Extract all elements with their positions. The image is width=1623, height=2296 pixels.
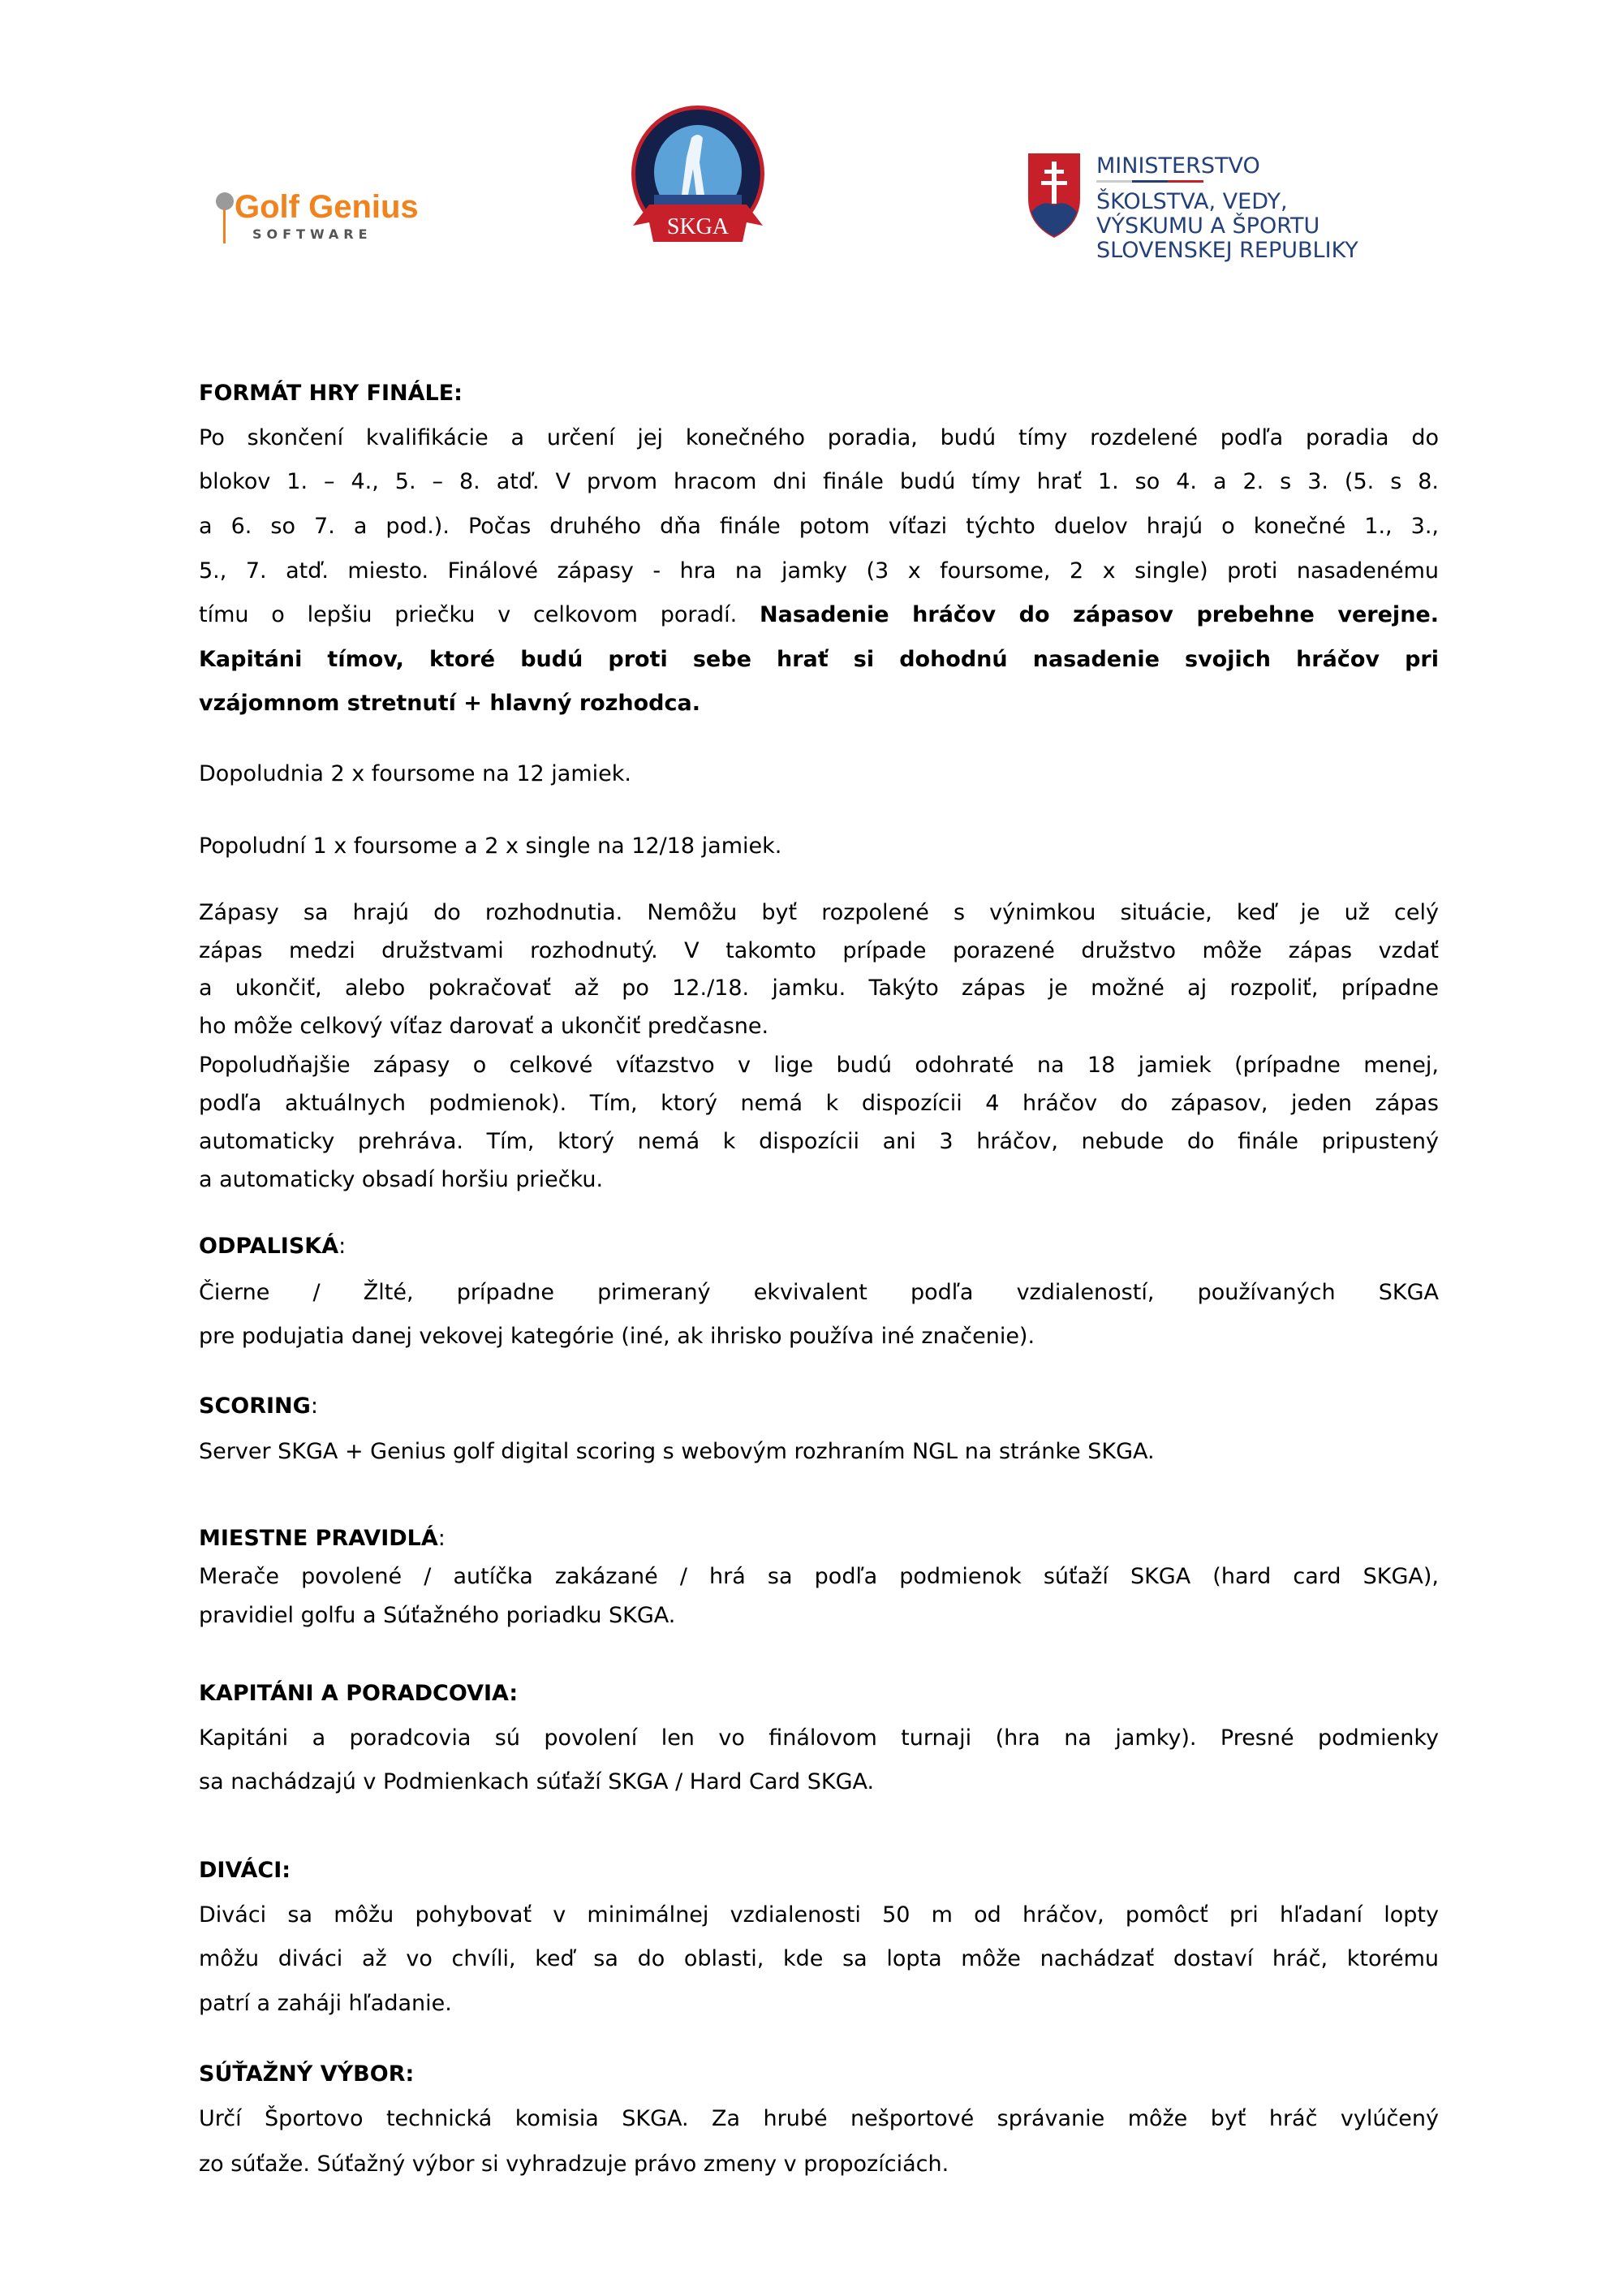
paragraph-line: automaticky prehráva. Tím, ktorý nemá k dispozícii ani 3 hráčov, nebude do finále pripustený: [199, 1129, 1439, 1154]
heading-text: SCORING: [199, 1394, 311, 1419]
paragraph-line: zápas medzi družstvami rozhodnutý. V takomto prípade porazené družstvo môže zápas vzdať: [199, 938, 1439, 963]
paragraph-line: [199, 601, 1439, 630]
golf-genius-name: Golf Genius: [235, 189, 419, 225]
paragraph-line: Čierne / Žlté, prípadne primeraný ekvivalent podľa vzdialeností, používaných SKGA: [199, 1280, 1439, 1305]
paragraph-line: Diváci sa môžu pohybovať v minimálnej vzdialenosti 50 m od hráčov, pomôcť pri hľadaní lopty: [199, 1902, 1439, 1928]
paragraph-line: patrí a zaháji hľadanie.: [199, 1991, 452, 2016]
heading-text: FORMÁT HRY FINÁLE:: [199, 381, 463, 406]
paragraph-line: [199, 689, 1439, 718]
paragraph-line: Popoludní 1 x foursome a 2 x single na 12/18 jamiek.: [199, 834, 782, 859]
paragraph-line: Popoludňajšie zápasy o celkové víťazstvo v lige budú odohraté na 18 jamiek (prípadne menej,: [199, 1053, 1439, 1078]
paragraph-line: pravidiel golfu a Súťažného poriadku SKGA.: [199, 1603, 676, 1628]
paragraph-line: podľa aktuálnych podmienok). Tím, ktorý nemá k dispozícii 4 hráčov do zápasov, jeden zápas: [199, 1091, 1439, 1116]
heading-text: DIVÁCI:: [199, 1858, 291, 1883]
heading-text: SÚŤAŽNÝ VÝBOR:: [199, 2061, 415, 2087]
heading-text: ODPALISKÁ: [199, 1234, 339, 1259]
golf-genius-sub: SOFTWARE: [252, 226, 372, 242]
heading-colon: :: [338, 1234, 347, 1259]
heading-text: MIESTNE PRAVIDLÁ: [199, 1526, 438, 1551]
paragraph-line: sa nachádzajú v Podmienkach súťaží SKGA / Hard Card SKGA.: [199, 1769, 875, 1794]
paragraph-line: blokov 1. – 4., 5. – 8. atď. V prvom hracom dni finále budú tímy hrať 1. so 4. a 2. s 3. (5. s 8.: [199, 469, 1439, 494]
paragraph-line: Merače povolené / autíčka zakázané / hrá sa podľa podmienok súťaží SKGA (hard card SKGA),: [199, 1564, 1439, 1589]
skga-abbr: SKGA: [666, 214, 730, 239]
paragraph-line: Kapitáni a poradcovia sú povolení len vo finálovom turnaji (hra na jamky). Presné podmienky: [199, 1725, 1439, 1751]
section-heading-sutazny-vybor: [199, 2060, 1439, 2089]
golf-genius-logo: [215, 185, 458, 250]
slovak-coat-of-arms-icon: [1028, 153, 1080, 238]
bold-text: Nasadenie hráčov do zápasov prebehne verejne.: [760, 602, 1439, 627]
paragraph-line: pre podujatia danej vekovej kategórie (iné, ak ihrisko používa iné značenie).: [199, 1324, 1035, 1349]
paragraph-line: a automaticky obsadí horšiu priečku.: [199, 1167, 604, 1192]
skga-logo: [625, 104, 771, 252]
bold-text: Kapitáni tímov, ktoré budú proti sebe hrať si dohodnú nasadenie svojich hráčov pri: [199, 647, 1439, 672]
ministry-line-4: SLOVENSKEJ REPUBLIKY: [1096, 238, 1358, 263]
paragraph-line: Dopoludnia 2 x foursome na 12 jamiek.: [199, 761, 631, 786]
section-heading-odpaliska: [199, 1232, 1439, 1261]
paragraph-line: a ukončiť, alebo pokračovať až po 12./18. jamku. Takýto zápas je možné aj rozpoliť, prípadne: [199, 976, 1439, 1001]
heading-colon: :: [437, 1526, 446, 1551]
paragraph-line: Server SKGA + Genius golf digital scoring s webovým rozhraním NGL na stránke SKGA.: [199, 1439, 1155, 1464]
paragraph-line: zo súťaže. Súťažný výbor si vyhradzuje právo zmeny v propozíciách.: [199, 2152, 949, 2177]
section-heading-divaci: [199, 1856, 1439, 1885]
section-heading-scoring: [199, 1392, 1439, 1421]
section-heading-kapitani-a-poradcovia: [199, 1679, 1439, 1708]
paragraph-line: ho môže celkový víťaz darovať a ukončiť predčasne.: [199, 1014, 769, 1039]
paragraph-line: [199, 645, 1439, 674]
paragraph-line: Určí Športovo technická komisia SKGA. Za hrubé nešportové správanie môže byť hráč vylúčený: [199, 2106, 1439, 2131]
ministry-line-2: ŠKOLSTVA, VEDY,: [1096, 189, 1288, 214]
section-heading-format-hry-finale: [199, 379, 1439, 408]
ministry-logo: [1027, 150, 1375, 268]
heading-colon: :: [310, 1394, 318, 1419]
paragraph-line: môžu diváci až vo chvíli, keď sa do oblasti, kde sa lopta môže nachádzať dostaví hráč, ktorému: [199, 1946, 1439, 1971]
paragraph-line: Zápasy sa hrajú do rozhodnutia. Nemôžu byť rozpolené s výnimkou situácie, keď je už celý: [199, 900, 1439, 925]
paragraph-line: Po skončení kvalifikácie a určení jej konečného poradia, budú tímy rozdelené podľa poradia do: [199, 425, 1439, 450]
tee-icon: [223, 209, 226, 243]
paragraph-line: 5., 7. atď. miesto. Finálové zápasy - hra na jamky (3 x foursome, 2 x single) proti nasadenému: [199, 558, 1439, 584]
ministry-line-3: VÝSKUMU A ŠPORTU: [1096, 213, 1320, 239]
section-heading-miestne-pravidla: [199, 1524, 1439, 1553]
normal-text: tímu o lepšiu priečku v celkovom poradí.: [199, 602, 760, 627]
ministry-line-1: MINISTERSTVO: [1096, 153, 1260, 179]
paragraph-line: a 6. so 7. a pod.). Počas druhého dňa finále potom víťazi týchto duelov hrajú o konečné 1., 3.,: [199, 514, 1439, 539]
golf-ball-icon: [216, 192, 234, 210]
bold-text: vzájomnom stretnutí + hlavný rozhodca.: [199, 691, 700, 716]
heading-text: KAPITÁNI A PORADCOVIA:: [199, 1681, 519, 1706]
